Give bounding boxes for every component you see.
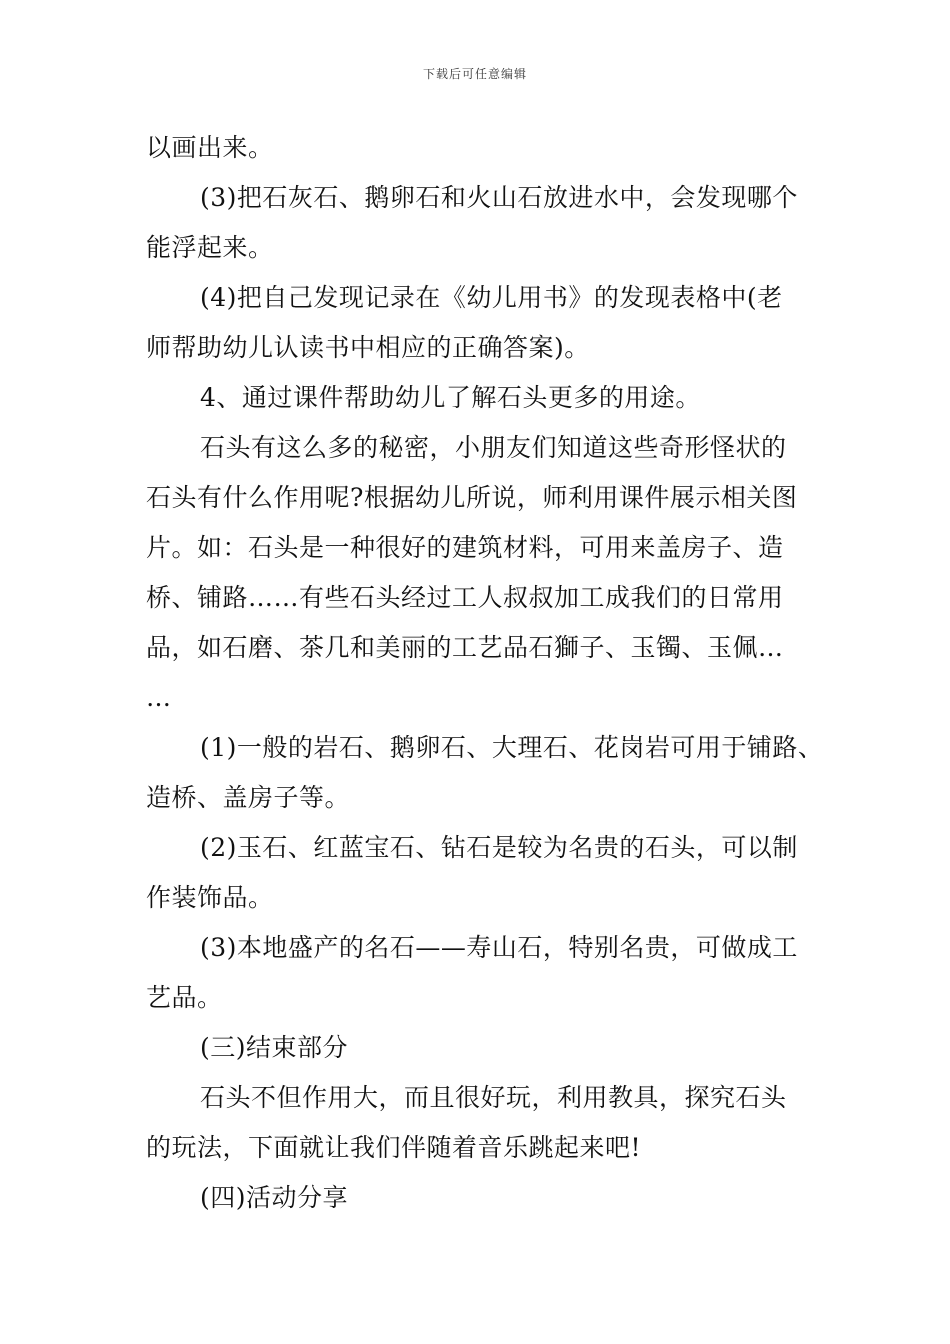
text-line: 造桥、盖房子等。 <box>146 783 351 812</box>
text-line: (4)把自己发现记录在《幼儿用书》的发现表格中(老 <box>200 283 783 312</box>
text-line: 作装饰品。 <box>146 883 274 912</box>
section-heading: (三)结束部分 <box>200 1033 349 1062</box>
text-line: 桥、铺路……有些石头经过工人叔叔加工成我们的日常用 <box>146 583 784 612</box>
text-line: 片。如：石头是一种很好的建筑材料，可用来盖房子、造 <box>146 533 784 562</box>
text-line: 石头有这么多的秘密，小朋友们知道这些奇形怪状的 <box>200 433 787 462</box>
text-line: 品，如石磨、茶几和美丽的工艺品石獅子、玉镯、玉佩… <box>146 633 784 662</box>
section-heading: (四)活动分享 <box>200 1183 349 1212</box>
document-body <box>146 123 826 1223</box>
text-line: 石头有什么作用呢?根据幼儿所说，师利用课件展示相关图 <box>146 483 798 512</box>
text-line: (2)玉石、红蓝宝石、钻石是较为名贵的石头，可以制 <box>200 833 798 862</box>
page-header: 下载后可任意编辑 <box>422 67 527 81</box>
text-line: (3)本地盛产的名石——寿山石，特别名贵，可做成工 <box>200 933 798 962</box>
text-line: 的玩法，下面就让我们伴随着音乐跳起来吧! <box>146 1133 642 1162</box>
text-line: 4、通过课件帮助幼儿了解石头更多的用途。 <box>200 383 701 412</box>
text-line: 以画出来。 <box>146 133 274 162</box>
text-line: 师帮助幼儿认读书中相应的正确答案)。 <box>146 333 590 362</box>
text-line: (3)把石灰石、鹅卵石和火山石放进水中，会发现哪个 <box>200 183 798 212</box>
text-line: 能浮起来。 <box>146 233 274 262</box>
text-line: 石头不但作用大，而且很好玩，利用教具，探究石头 <box>200 1083 787 1112</box>
text-line: (1)一般的岩石、鹅卵石、大理石、花岗岩可用于铺路、 <box>200 733 824 762</box>
text-line: 艺品。 <box>146 983 223 1012</box>
text-line: … <box>146 683 172 712</box>
